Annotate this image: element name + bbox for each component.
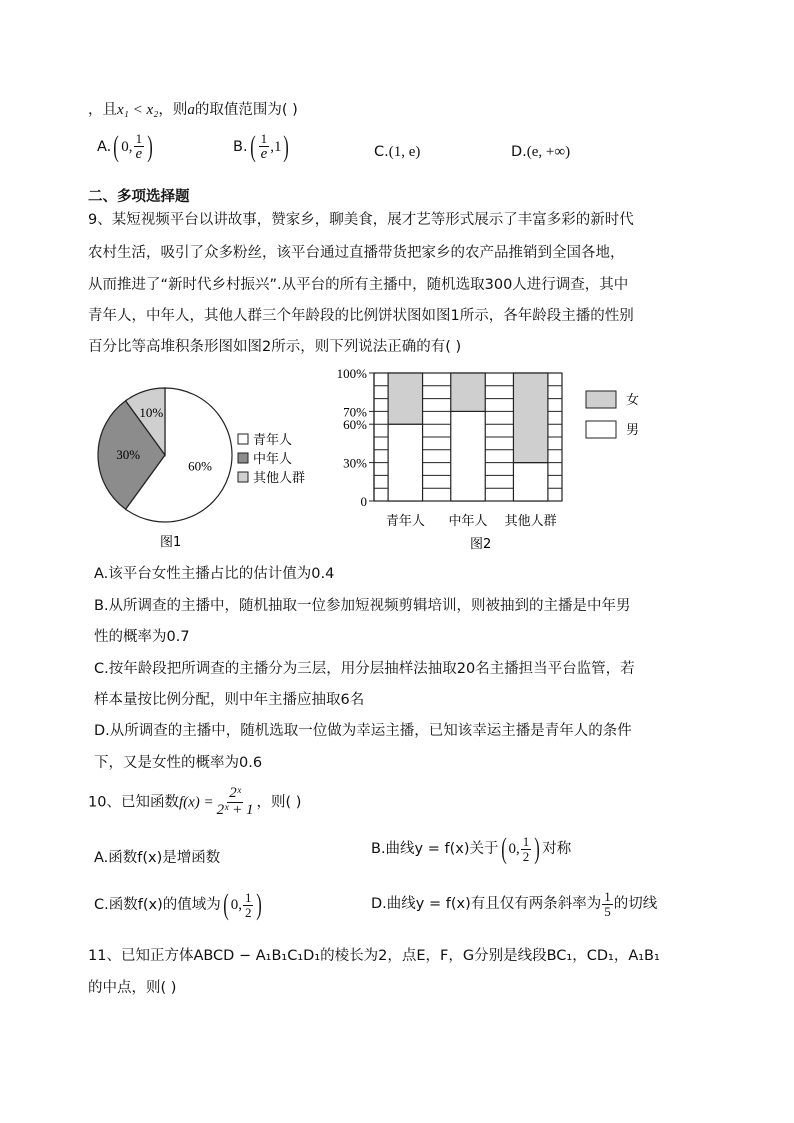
q10-option-d: D.曲线y = f(x)有且仅有两条斜率为 $\frac{1}{5}$ 的切线 — [371, 889, 658, 919]
bar-female-2 — [451, 373, 485, 411]
pie-chart — [90, 380, 330, 550]
pie-legend-swatch-2 — [238, 453, 248, 463]
q9-line-4: 青年人，中年人，其他人群三个年龄段的比例饼状图如图1所示，各年龄段主播的性别 — [88, 308, 634, 324]
q9-option-b-line-1: B.从所调查的主播中，随机抽取一位参加短视频剪辑培训，则被抽到的主播是中年男 — [94, 598, 631, 614]
q8-option-d: D.(e, +∞) — [511, 144, 571, 160]
q11-line-2: 的中点，则( ) — [88, 980, 177, 996]
q9-option-c-line-2: 样本量按比例分配，则中年主播应抽取6名 — [94, 692, 365, 708]
pie-legend-swatch-3 — [238, 472, 248, 482]
q9-line-5: 百分比等高堆积条形图如图2所示，则下列说法正确的有( ) — [88, 339, 462, 355]
q10-option-a: A.函数f(x)是增函数 — [94, 850, 221, 866]
bar-legend-swatch-女 — [586, 391, 616, 408]
q9-line-3: 从而推进了“新时代乡村振兴”.从平台的所有主播中，随机选取300人进行调查，其中 — [88, 277, 629, 293]
bar-male-2 — [451, 411, 485, 501]
y-tick-label-3: 60% — [343, 417, 367, 433]
pie-label-3: 10% — [139, 404, 164, 420]
pie-label-2: 30% — [116, 447, 141, 462]
category-label-2: 中年人 — [448, 514, 488, 529]
q9-option-d-line-1: D.从所调查的主播中，随机选取一位做为幸运主播，已知该幸运主播是青年人的条件 — [94, 723, 632, 739]
bar-legend-label-1: 女 — [626, 393, 640, 408]
bar-legend-swatch-男 — [586, 421, 616, 438]
q9-option-b-line-2: 性的概率为0.7 — [94, 629, 190, 645]
q8-option-c: C.(1, e) — [374, 144, 421, 160]
category-label-1: 青年人 — [385, 514, 425, 529]
bar-female-1 — [388, 373, 422, 424]
category-label-3: 其他人群 — [504, 514, 557, 529]
q9-option-a: A.该平台女性主播占比的估计值为0.4 — [94, 566, 335, 582]
q9-line-1: 9、某短视频平台以讲故事，赞家乡，聊美食，展才艺等形式展示了丰富多彩的新时代 — [88, 212, 634, 228]
q10-stem: 10、已知函数f(x) = $\frac{\text{2ˣ}}{\text{2ˣ + 1}}$ ，则( ) — [88, 785, 302, 818]
bar-male-1 — [388, 424, 422, 501]
q9-line-2: 农村生活，吸引了众多粉丝，该平台通过直播带货把家乡的农产品推销到全国各地， — [88, 245, 625, 261]
q9-option-c-line-1: C.按年龄段把所调查的主播分为三层，用分层抽样法抽取20名主播担当平台监管，若 — [94, 661, 635, 677]
bar-female-3 — [513, 373, 547, 463]
bar-legend-label-2: 男 — [626, 423, 640, 438]
q8-option-b: B.( $\frac{1}{e}$ ,1) — [233, 130, 290, 164]
pie-label-1: 60% — [188, 458, 212, 474]
q8-option-a: A.( 0, $\frac{1}{e}$ ) — [97, 130, 153, 164]
y-tick-label-4: 70% — [343, 404, 367, 420]
q11-line-1: 11、已知正方体ABCD − A₁B₁C₁D₁的棱长为2，点E，F，G分别是线段BC₁，CD₁，A₁B₁ — [88, 948, 660, 964]
pie-legend-swatch-1 — [238, 434, 248, 444]
q9-option-d-line-2: 下，又是女性的概率为0.6 — [94, 755, 263, 771]
section-title: 二、多项选择题 — [88, 189, 190, 205]
stacked-bar-chart — [330, 362, 670, 552]
y-tick-label-2: 30% — [343, 455, 367, 471]
bar-male-3 — [513, 463, 547, 501]
q10-option-b: B.曲线y = f(x)关于( 0, $\frac{1}{2}$ ) 对称 — [371, 832, 572, 865]
q8-tail-line: ，且x₁ < x₂，则a的取值范围为( ) — [88, 102, 298, 118]
q10-option-c: C.函数f(x)的值域为( 0, $\frac{1}{2}$ ) — [94, 888, 263, 921]
pie-legend-label-1: 青年人 — [253, 433, 293, 448]
pie-legend-label-3: 其他人群 — [253, 471, 306, 486]
fig2-caption: 图2 — [470, 537, 492, 552]
pie-legend-label-2: 中年人 — [253, 452, 293, 467]
y-tick-label-5: 100% — [336, 366, 367, 381]
y-tick-label-1: 0 — [360, 494, 367, 509]
fig1-caption: 图1 — [160, 535, 182, 550]
